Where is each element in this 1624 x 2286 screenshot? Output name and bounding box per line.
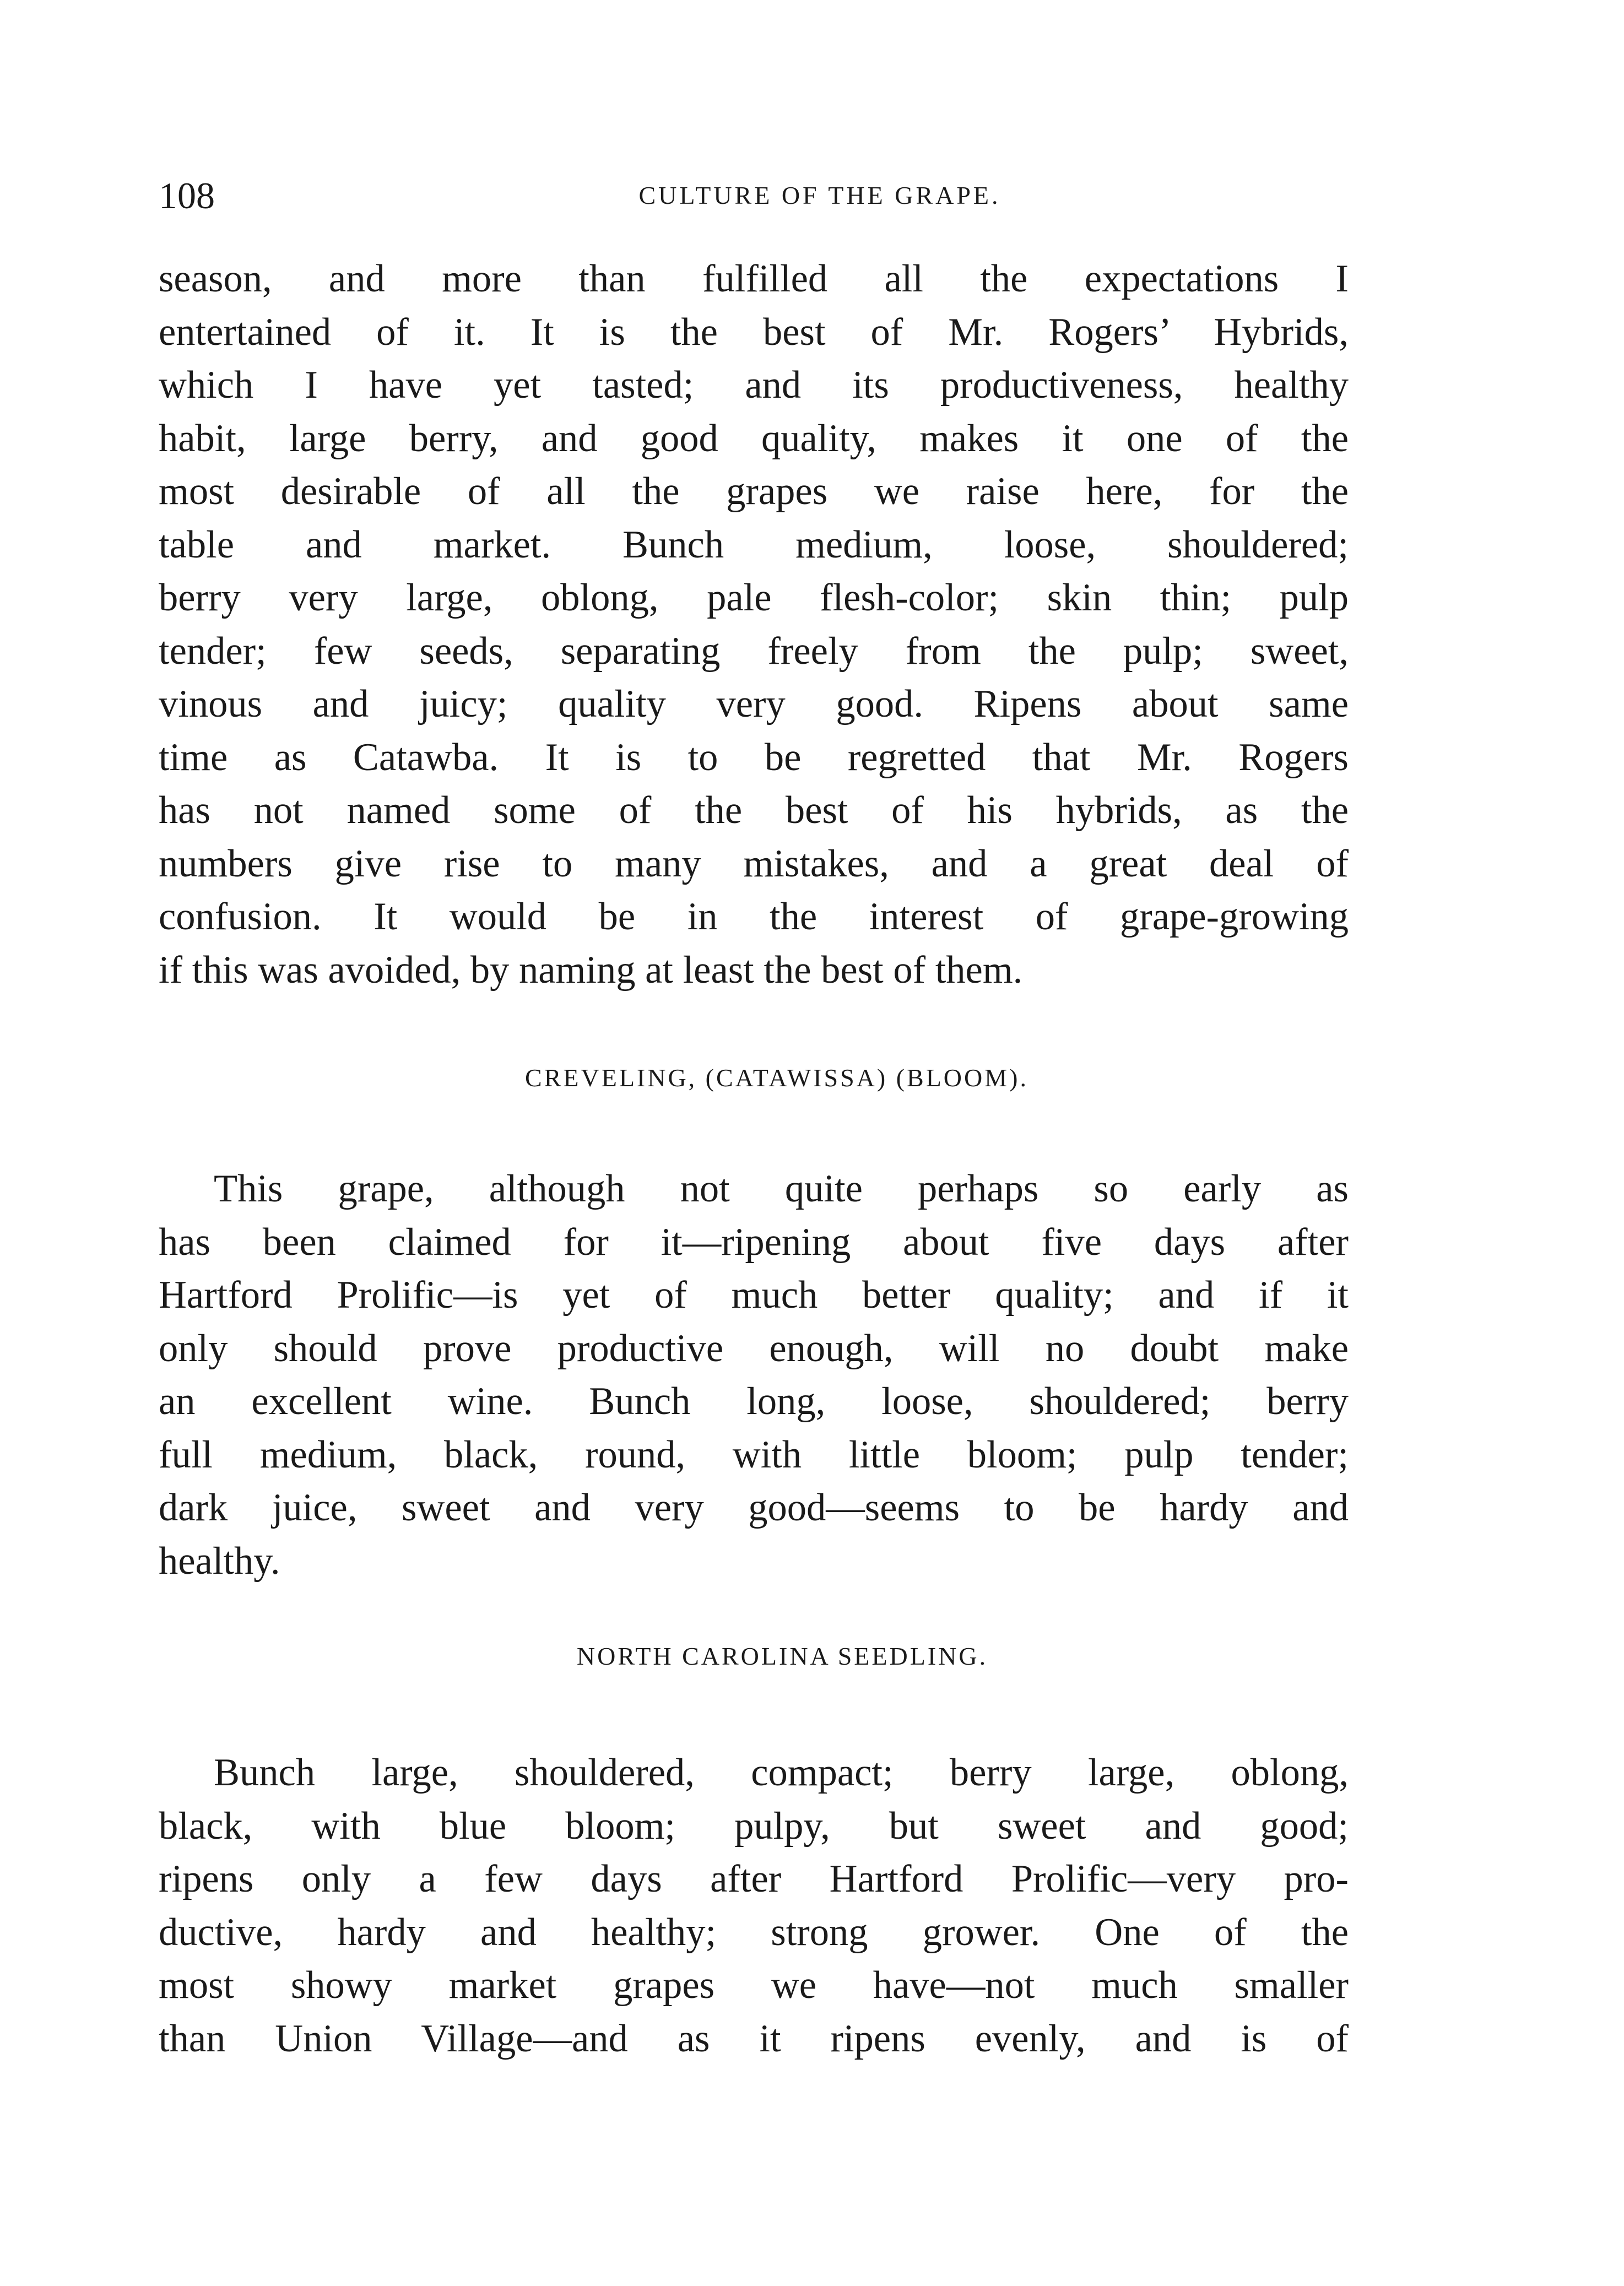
section-heading-north-carolina-seedling: NORTH CAROLINA SEEDLING. [576, 1642, 988, 1670]
paragraph-creveling [159, 1162, 1349, 1588]
text-line: Bunch large, shouldered, compact; berry large, oblong, [214, 1751, 1349, 1794]
text-line: if this was avoided, by naming at least the best of them. [159, 948, 1023, 992]
text-line: This grape, although not quite perhaps so early as [214, 1167, 1349, 1210]
text-line: has not named some of the best of his hybrids, as the [159, 789, 1349, 832]
text-line: vinous and juicy; quality very good. Ripens about same [159, 682, 1349, 725]
text-line: tender; few seeds, separating freely from the pulp; sweet, [159, 629, 1349, 673]
page-number: 108 [159, 175, 215, 216]
text-line: entertained of it. It is the best of Mr. Rogers’ Hybrids, [159, 310, 1349, 354]
text-line: berry very large, oblong, pale flesh-color; skin thin; pulp [159, 576, 1349, 619]
text-line: than Union Village—and as it ripens evenly, and is of [159, 2017, 1349, 2060]
paragraph-rogers-hybrid [159, 252, 1349, 996]
section-heading-creveling: CREVELING, (CATAWISSA) (BLOOM). [525, 1064, 1028, 1092]
text-line: an excellent wine. Bunch long, loose, shouldered; berry [159, 1380, 1349, 1423]
page-header [159, 165, 1349, 226]
text-line: most desirable of all the grapes we raise here, for the [159, 470, 1349, 513]
text-line: Hartford Prolific—is yet of much better quality; and if it [159, 1274, 1349, 1317]
paragraph-north-carolina-seedling [159, 1746, 1349, 2065]
text-line: season, and more than fulfilled all the expectations I [159, 257, 1349, 300]
text-line: only should prove productive enough, will no doubt make [159, 1326, 1349, 1370]
text-line: table and market. Bunch medium, loose, shouldered; [159, 523, 1349, 566]
text-line: healthy. [159, 1539, 280, 1583]
text-line: black, with blue bloom; pulpy, but sweet and good; [159, 1804, 1349, 1848]
text-line: habit, large berry, and good quality, makes it one of the [159, 416, 1349, 460]
text-line: which I have yet tasted; and its productiveness, healthy [159, 364, 1349, 407]
text-line: confusion. It would be in the interest of grape-growing [159, 895, 1349, 938]
text-line: dark juice, sweet and very good—seems to be hardy and [159, 1486, 1349, 1529]
text-line: time as Catawba. It is to be regretted that Mr. Rogers [159, 735, 1349, 779]
text-line: most showy market grapes we have—not much smaller [159, 1964, 1349, 2007]
text-line: full medium, black, round, with little bloom; pulp tender; [159, 1433, 1349, 1476]
text-line: numbers give rise to many mistakes, and a great deal of [159, 842, 1349, 885]
running-head: CULTURE OF THE GRAPE. [638, 181, 1001, 209]
text-line: has been claimed for it—ripening about five days after [159, 1220, 1349, 1264]
text-line: ductive, hardy and healthy; strong grower. One of the [159, 1910, 1349, 1954]
text-line: ripens only a few days after Hartford Prolific—very pro- [159, 1857, 1349, 1900]
